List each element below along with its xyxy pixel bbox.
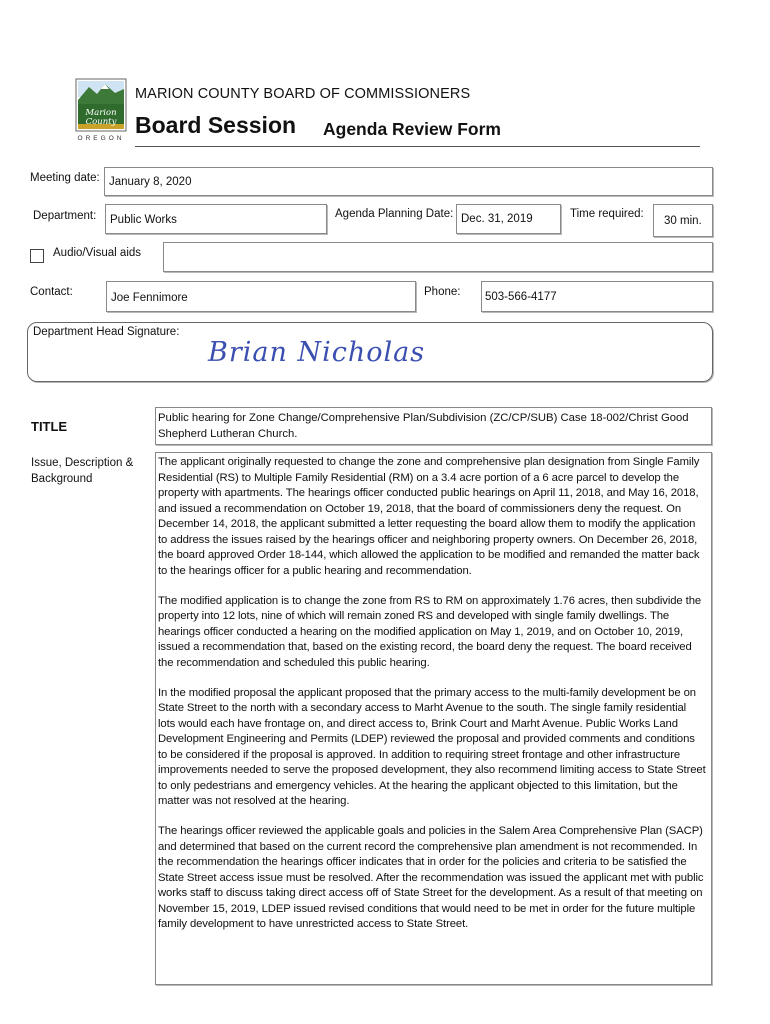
- time-required-label: Time required:: [570, 208, 644, 220]
- title-text: Public hearing for Zone Change/Comprehensive Plan/Subdivision (ZC/CP/SUB) Case 18-002/Christ Good Shepherd Lutheran Church.: [158, 412, 689, 440]
- description-paragraph: In the modified proposal the applicant proposed that the primary access to the multi-family development be on State Street to the north with a secondary access to Marht Avenue to the south. The single family residential lots would each have frontage on, and direct access to, Brink Court and Marht Avenue. Public Works Land Development Engineering and Permits (LDEP) reviewed the proposal and provided comments and conditions to be considered if the proposal is approved. In addition to requiring street frontage and other infrastructure improvements needed to serve the proposed development, they also recommend limiting access to State Street to only pedestrians and emergency vehicles. At the hearing the applicant objected to this limitation, but the matter was not resolved at the hearing.: [158, 686, 706, 807]
- description-paragraph: The modified application is to change the zone from RS to RM on approximately 1.76 acres, then subdivide the property into 12 lots, nine of which will remain zoned RS and developed with single family dwellings. The hearings officer conducted a hearing on the modified application on May 1, 2019, and on October 10, 2019, issued a recommendation that, based on the existing record, the board deny the request. The board received the recommendation and scheduled this public hearing.: [158, 594, 702, 669]
- agenda-planning-date-field[interactable]: [456, 204, 561, 234]
- phone-label: Phone:: [424, 286, 461, 298]
- contact-field[interactable]: [106, 281, 416, 312]
- audio-visual-label: Audio/Visual aids: [53, 247, 142, 259]
- issue-description-text: [158, 455, 706, 947]
- audio-visual-field[interactable]: [163, 242, 713, 272]
- phone-value: 503-566-4177: [485, 291, 557, 303]
- signature-value: Brian Nicholas: [208, 337, 426, 368]
- audio-visual-checkbox[interactable]: [30, 249, 44, 263]
- contact-value: Joe Fennimore: [111, 292, 188, 304]
- svg-text:County: County: [85, 117, 117, 127]
- contact-label: Contact:: [30, 286, 73, 298]
- logo-state-text: OREGON: [77, 135, 125, 142]
- time-required-field[interactable]: [653, 204, 713, 237]
- page-subtitle: Agenda Review Form: [323, 119, 501, 139]
- meeting-date-field[interactable]: [104, 167, 713, 196]
- header-divider: [135, 146, 700, 147]
- time-required-value: 30 min.: [664, 215, 702, 227]
- agenda-planning-date-value: Dec. 31, 2019: [461, 213, 533, 225]
- title-label: TITLE: [31, 419, 68, 434]
- page-title: Board Session: [135, 112, 297, 138]
- org-name: MARION COUNTY BOARD OF COMMISSIONERS: [135, 86, 471, 102]
- signature-box[interactable]: [27, 322, 713, 382]
- department-field[interactable]: [105, 204, 327, 234]
- svg-text:Marion: Marion: [85, 108, 117, 118]
- department-label: Department:: [33, 210, 97, 222]
- department-value: Public Works: [110, 214, 177, 226]
- meeting-date-label: Meeting date:: [30, 172, 100, 184]
- meeting-date-value: January 8, 2020: [109, 176, 192, 188]
- agenda-planning-date-label: Agenda Planning Date:: [335, 208, 454, 220]
- signature-label: Department Head Signature:: [33, 326, 180, 338]
- description-paragraph: The hearings officer reviewed the applicable goals and policies in the Salem Area Comprehensive Plan (SACP) and determined that based on the current record the comprehensive plan amendment is not recommended. In the recommendation the hearings officer indicates that in order for the policies and criteria to be satisfied the State Street access issue must be resolved. After the recommendation was issued the applicant met with public works staff to discuss taking direct access off of State Street for the development. As a result of that meeting on November 15, 2019, LDEP issued revised conditions that would need to be met in order for the future multiple family development to have unrestricted access to State Street.: [158, 825, 704, 930]
- phone-field[interactable]: [481, 281, 713, 312]
- description-paragraph: The applicant originally requested to change the zone and comprehensive plan designation from Single Family Residential (RS) to Multiple Family Residential (RM) on a 3.4 acre portion of a 6 acre parcel to develop the property with apartments. The hearings officer conducted public hearings on April 11, 2018, and May 16, 2018, and issued a recommendation on October 19, 2018, that the board of commissioners deny the request. On December 14, 2018, the applicant submitted a letter requesting the board allow them to modify the application to address the issues raised by the hearings officer and neighboring property owners. On December 26, 2018, the board approved Order 18-144, which allowed the application to be modified and remanded the matter back to the hearings officer for a public hearing and recommendation.: [158, 456, 700, 577]
- issue-description-label: Issue, Description & Background: [31, 457, 134, 485]
